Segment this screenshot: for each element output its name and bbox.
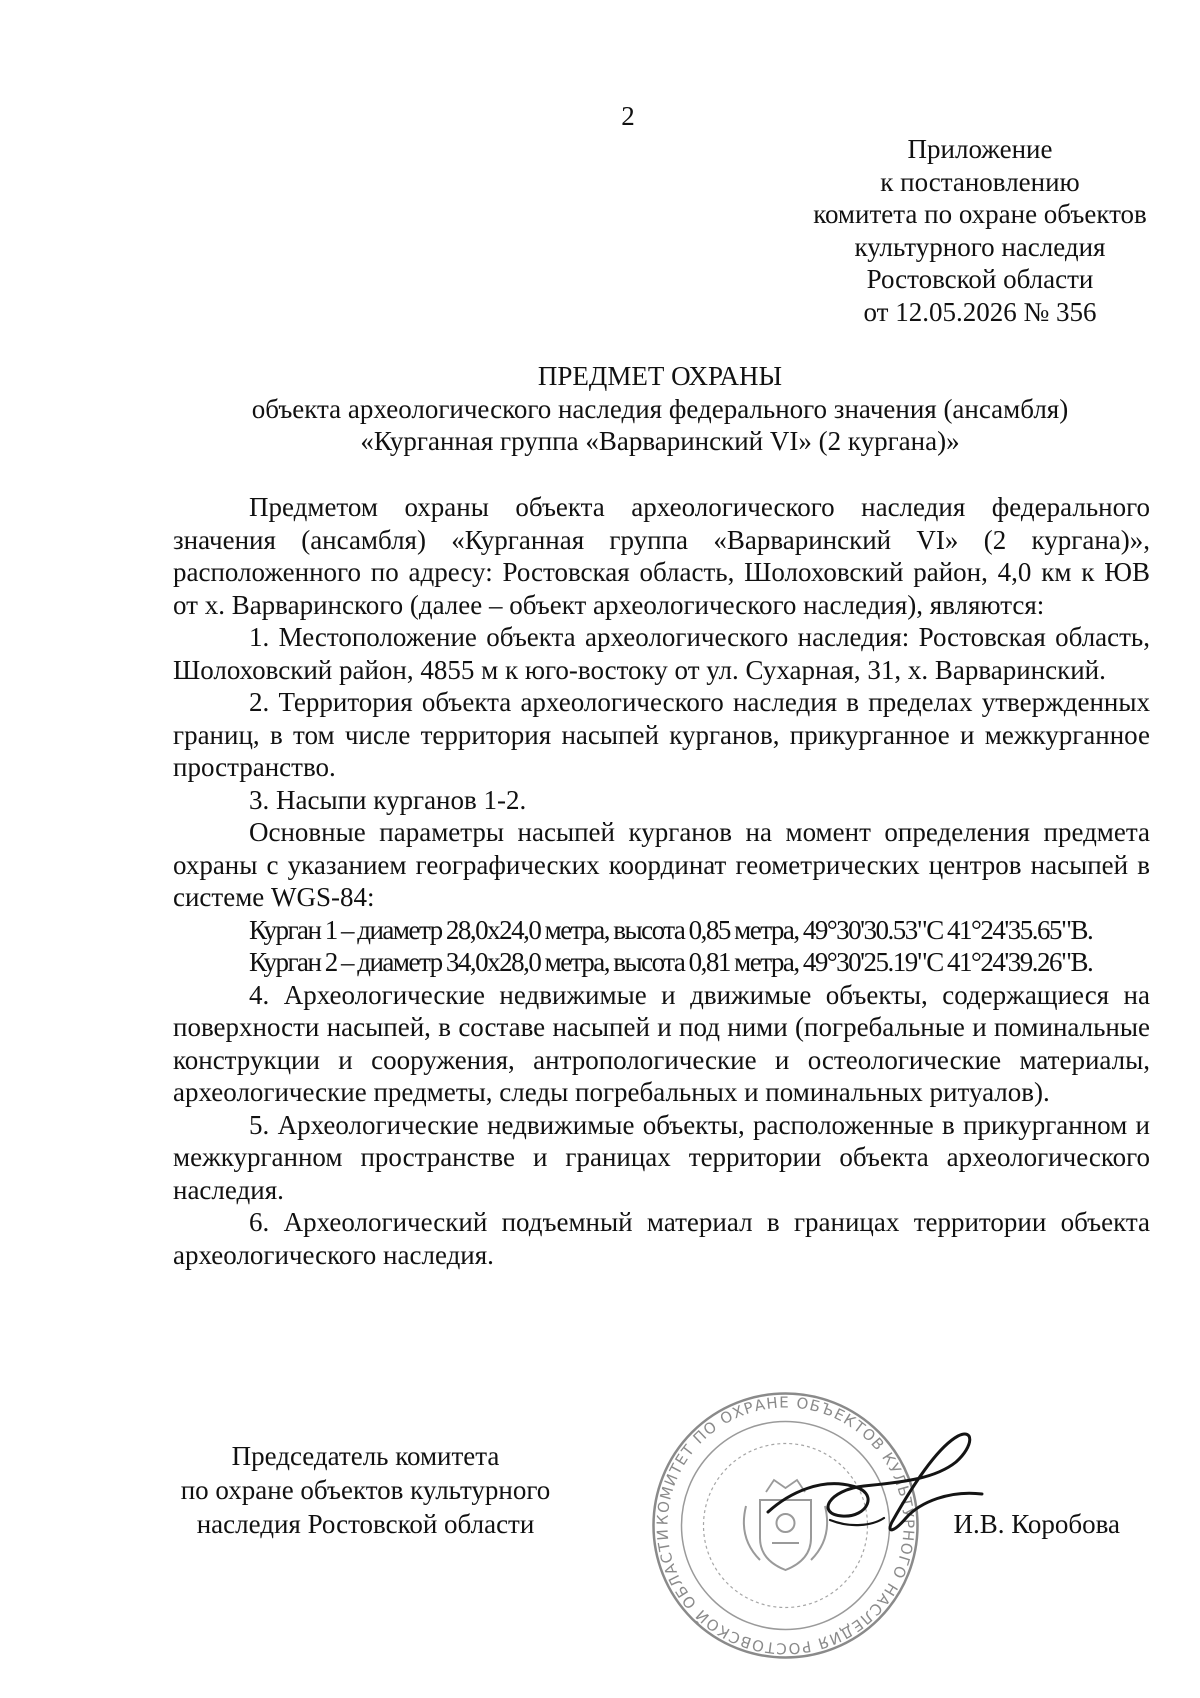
seal-text: КОМИТЕТ ПО ОХРАНЕ ОБЪЕКТОВ КУЛЬТУРНОГО НАСЛЕДИЯ РОСТОВСКОЙ ОБЛАСТИ (653, 1393, 918, 1658)
appendix-line: комитета по охране объектов (813, 199, 1147, 229)
appendix-line: Приложение (907, 134, 1053, 164)
signatory-position-line: по охране объектов культурного (180, 1475, 551, 1505)
appendix-line: от 12.05.2026 № 356 (863, 296, 1097, 327)
document-subtitle-line: «Курганная группа «Варваринский VI» (2 кургана)» (360, 426, 960, 456)
body-paragraph: 3. Насыпи курганов 1-2. (249, 784, 527, 815)
signatory-position (148, 1440, 583, 1542)
appendix-line: культурного наследия (854, 231, 1106, 262)
document-subtitle-line: объекта археологического наследия федерального значения (ансамбля) (251, 393, 1069, 424)
page-number: 2 (621, 101, 635, 131)
appendix-line: к постановлению (880, 166, 1080, 197)
body-paragraph: Предметом охраны объекта археологического наследия федерального значения (ансамбля) «Курганная группа «Варваринский VI» (2 кургана)», расположенного по адресу: Ростовская область, Шолоховский район, 4,0 км к ЮВ от х. Варваринского (далее – объект археологического наследия), являются: (173, 492, 1150, 620)
body-paragraph: Основные параметры насыпей курганов на момент определения предмета охраны с указанием географических координат геометрических центров насыпей в системе WGS-84: (173, 817, 1150, 912)
signatory-position-line: Председатель комитета (231, 1441, 500, 1471)
signatory-name: И.В. Коробова (953, 1509, 1120, 1539)
signatory-position-line: наследия Ростовской области (196, 1509, 535, 1539)
document-title: ПРЕДМЕТ ОХРАНЫ (537, 361, 783, 391)
document-body (173, 491, 1150, 1271)
body-paragraph: 6. Археологический подъемный материал в границах территории объекта археологического наследия. (173, 1207, 1150, 1270)
document-heading (160, 360, 1160, 458)
body-paragraph: 4. Археологические недвижимые и движимые объекты, содержащиеся на поверхности насыпей, в составе насыпей и под ними (погребальные и поминальные конструкции и сооружения, антропологические и остеологические материалы, археологические предметы, следы погребальных и поминальных ритуалов). (173, 979, 1150, 1107)
body-paragraph: 1. Местоположение объекта археологического наследия: Ростовская область, Шолоховский район, 4855 м к юго-востоку от ул. Сухарная, 31, х. Варваринский. (173, 622, 1150, 685)
kurgan-1-parameters: Курган 1 – диаметр 28,0х24,0 метра, высота 0,85 метра, 49°30'30.53"С 41°24'35.65"В. (249, 914, 1093, 945)
appendix-line: Ростовской области (866, 264, 1094, 294)
body-paragraph: 2. Территория объекта археологического наследия в пределах утвержденных границ, в том числе территория насыпей курганов, прикурганное и межкурганное пространство. (173, 687, 1150, 782)
body-paragraph: 5. Археологические недвижимые объекты, расположенные в прикурганном и межкурганном пространстве и границах территории объекта археологического наследия. (173, 1109, 1150, 1205)
appendix-block (760, 133, 1200, 328)
kurgan-2-parameters: Курган 2 – диаметр 34,0х28,0 метра, высота 0,81 метра, 49°30'25.19"С 41°24'39.26"В. (249, 947, 1093, 977)
